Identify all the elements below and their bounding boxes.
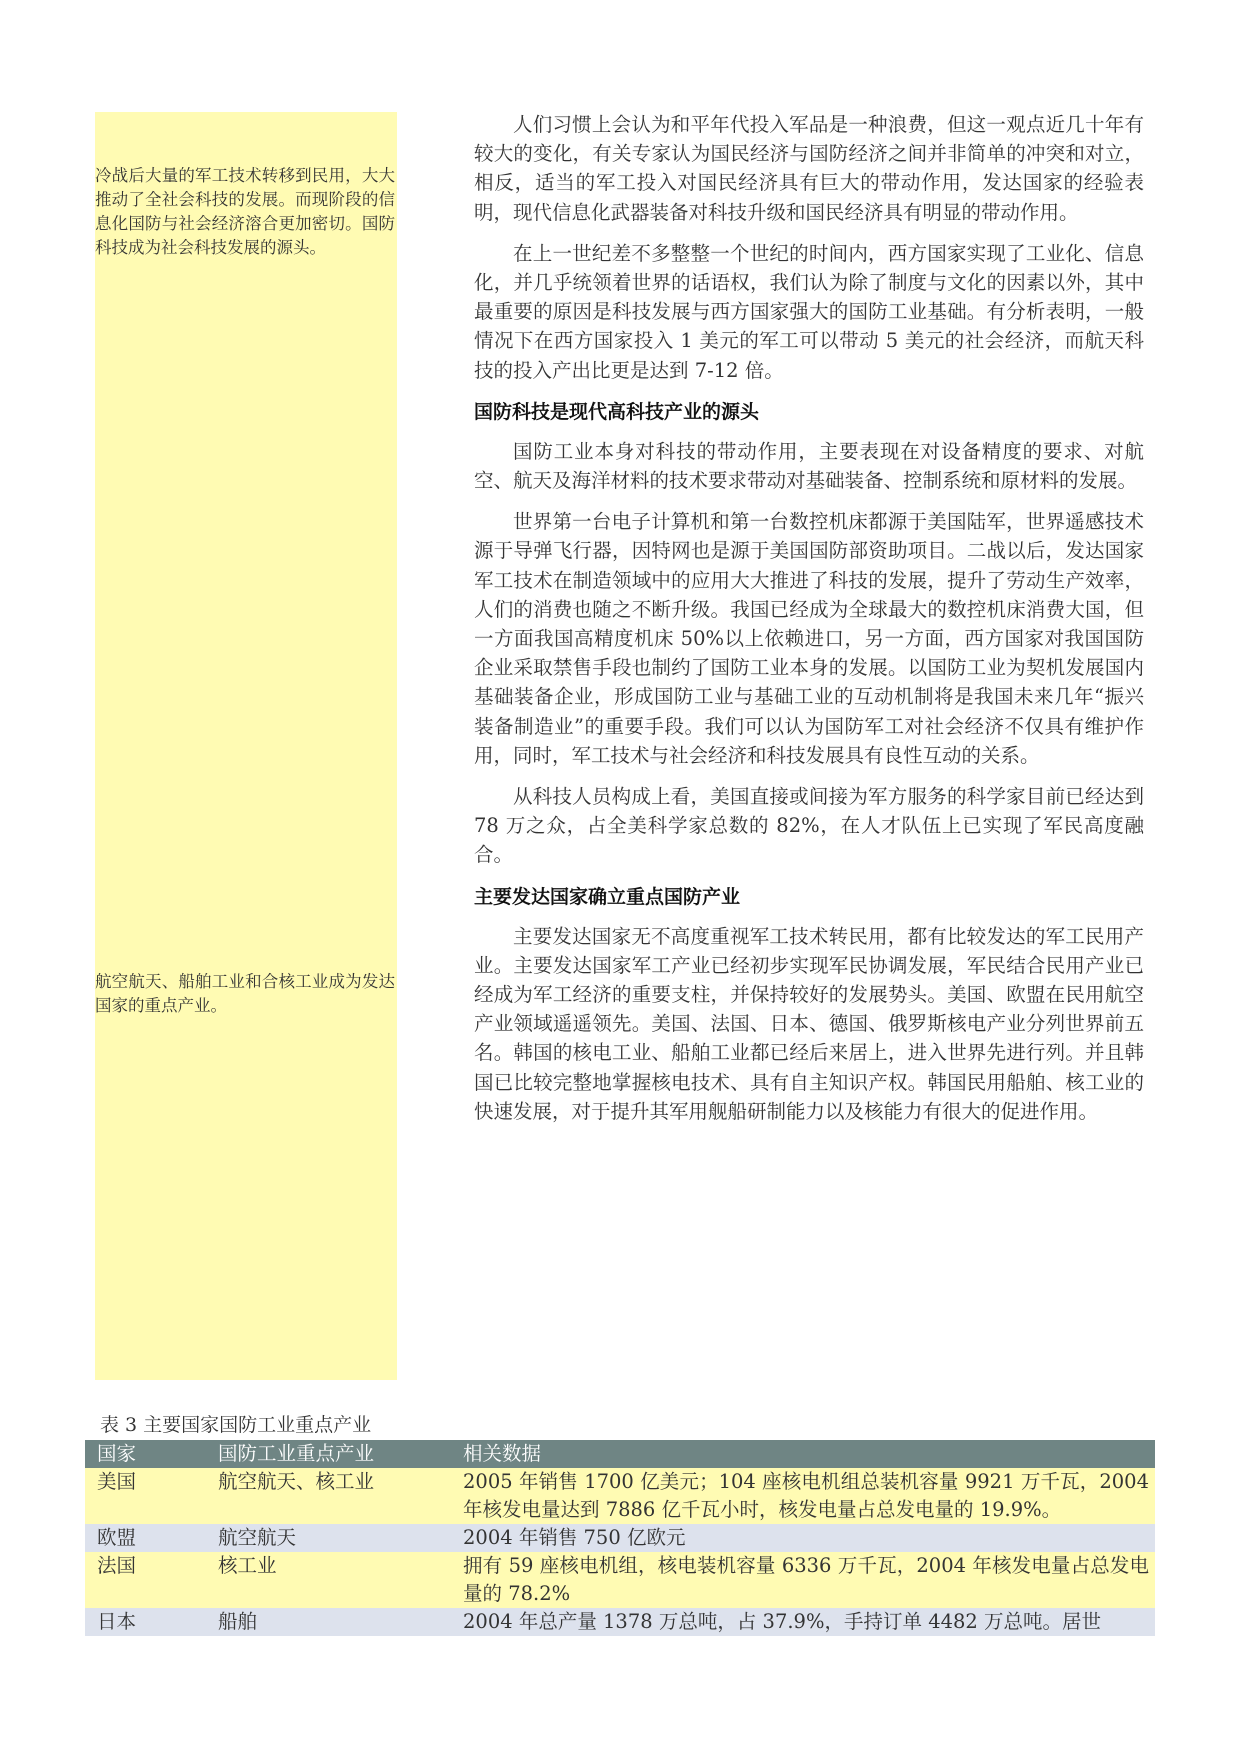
- section-heading: 国防科技是现代高科技产业的源头: [474, 400, 760, 423]
- paragraph: 人们习惯上会认为和平年代投入军品是一种浪费，但这一观点近几十年有较大的变化，有关专家认为国民经济与国防经济之间并非简单的冲突和对立，相反，适当的军工投入对国民经济具有巨大的带动作用，发达国家的经验表明，现代信息化武器装备对科技升级和国民经济具有明显的带动作用。: [474, 113, 1144, 224]
- table-cell: 2004 年总产量 1378 万总吨，占 37.9%，手持订单 4482 万总吨。居世: [463, 1610, 1102, 1633]
- table-cell: 核工业: [218, 1554, 277, 1577]
- table-row: [85, 1524, 1155, 1552]
- table-cell: 航空航天、核工业: [218, 1470, 375, 1493]
- paragraph: 主要发达国家无不高度重视军工技术转民用，都有比较发达的军工民用产业。主要发达国家军工产业已经初步实现军民协调发展，军民结合民用产业已经成为军工经济的重要支柱，并保持较好的发展势头。美国、欧盟在民用航空产业领域遥遥领先。美国、法国、日本、德国、俄罗斯核电产业分列世界前五名。韩国的核电工业、船舶工业都已经后来居上，进入世界先进行列。并且韩国已比较完整地掌握核电技术、具有自主知识产权。韩国民用船舶、核工业的快速发展，对于提升其军用舰船研制能力以及核能力有很大的促进作用。: [474, 924, 1144, 1123]
- sidebar-note: 冷战后大量的军工技术转移到民用，大大推动了全社会科技的发展。而现阶段的信息化国防与社会经济溶合更加密切。国防科技成为社会科技发展的源头。: [95, 166, 395, 257]
- section-heading: 主要发达国家确立重点国防产业: [474, 885, 741, 908]
- table-cell: 欧盟: [97, 1526, 137, 1549]
- table-row: [85, 1608, 1155, 1636]
- header-cell: 国家: [97, 1442, 137, 1465]
- table-row: [85, 1552, 1155, 1608]
- header-cell: 相关数据: [463, 1442, 542, 1465]
- paragraph: 国防工业本身对科技的带动作用，主要表现在对设备精度的要求、对航空、航天及海洋材料的技术要求带动对基础装备、控制系统和原材料的发展。: [474, 439, 1144, 493]
- paragraph: 从科技人员构成上看，美国直接或间接为军方服务的科学家目前已经达到 78 万之众，占全美科学家总数的 82%，在人才队伍上已实现了军民高度融合。: [474, 785, 1144, 867]
- sidebar-note: 航空航天、船舶工业和合核工业成为发达国家的重点产业。: [95, 972, 395, 1015]
- table-cell: 2004 年销售 750 亿欧元: [463, 1526, 686, 1549]
- article-body: [474, 110, 1144, 1138]
- table-cell: 船舶: [218, 1610, 258, 1633]
- industry-table: [85, 1440, 1155, 1636]
- table-cell: 拥有 59 座核电机组，核电装机容量 6336 万千瓦，2004 年核发电量占总发电量的 78.2%: [463, 1554, 1149, 1605]
- paragraph: 在上一世纪差不多整整一个世纪的时间内，西方国家实现了工业化、信息化，并几乎统领着世界的话语权，我们认为除了制度与文化的因素以外，其中最重要的原因是科技发展与西方国家强大的国防工业基础。有分析表明，一般情况下在西方国家投入 1 美元的军工可以带动 5 美元的社会经济，而航天科技的投入产出比更是达到 7-12 倍。: [474, 241, 1144, 382]
- header-cell: 国防工业重点产业: [218, 1442, 375, 1465]
- sidebar-panel: [95, 112, 397, 1380]
- table-cell: 美国: [97, 1470, 137, 1493]
- table-header-row: [85, 1440, 1155, 1468]
- table-cell: 航空航天: [218, 1526, 297, 1549]
- table-caption: 表 3 主要国家国防工业重点产业: [100, 1414, 372, 1436]
- table-cell: 法国: [97, 1554, 137, 1577]
- table-row: [85, 1468, 1155, 1524]
- table-cell: 2005 年销售 1700 亿美元；104 座核电机组总装机容量 9921 万千瓦，2004 年核发电量达到 7886 亿千瓦小时，核发电量占总发电量的 19.9%。: [463, 1470, 1149, 1521]
- paragraph: 世界第一台电子计算机和第一台数控机床都源于美国陆军，世界遥感技术源于导弹飞行器，因特网也是源于美国国防部资助项目。二战以后，发达国家军工技术在制造领域中的应用大大推进了科技的发展，提升了劳动生产效率，人们的消费也随之不断升级。我国已经成为全球最大的数控机床消费大国，但一方面我国高精度机床 50%以上依赖进口，另一方面，西方国家对我国国防企业采取禁售手段也制约了国防工业本身的发展。以国防工业为契机发展国内基础装备企业，形成国防工业与基础工业的互动机制将是我国未来几年“振兴装备制造业”的重要手段。我们可以认为国防军工对社会经济不仅具有维护作用，同时，军工技术与社会经济和科技发展具有良性互动的关系。: [474, 510, 1144, 767]
- table-cell: 日本: [97, 1610, 137, 1633]
